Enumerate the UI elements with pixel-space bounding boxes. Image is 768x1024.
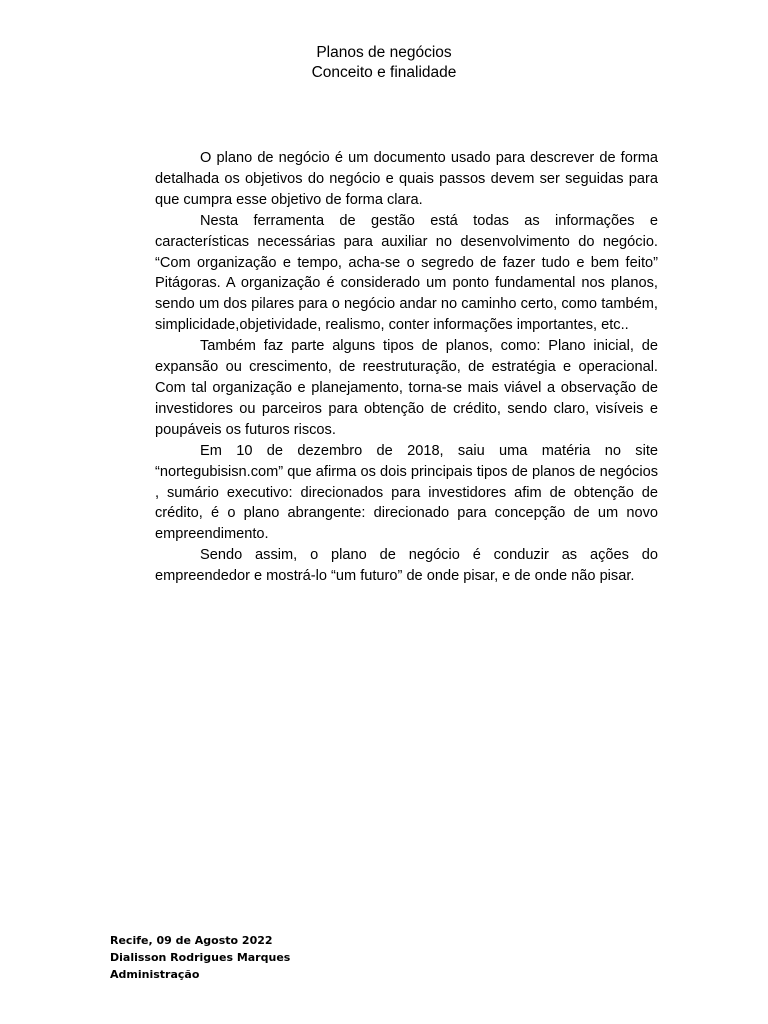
paragraph-5: Sendo assim, o plano de negócio é conduzir as ações do empreendedor e mostrá-lo “um futuro” de onde pisar, e de onde não pisar. [155, 547, 658, 585]
course-name: Administração [110, 968, 200, 981]
paragraph-3: Também faz parte alguns tipos de planos, como: Plano inicial, de expansão ou crescimento, de reestruturação, de estratégia e operacional. Com tal organização e planejamento, torna-se mais viável a observação de investidores ou parceiros para obtenção de crédito, sendo claro, visíveis e poupáveis os futuros riscos. [155, 338, 658, 438]
paragraph-2: Nesta ferramenta de gestão está todas as informações e características necessárias para auxiliar no desenvolvimento do negócio. “Com organização e tempo, acha-se o segredo de fazer tudo e bem feito” Pitágoras. A organização é considerado um ponto fundamental nos planos, sendo um dos pilares para o negócio andar no caminho certo, como também, simplicidade,objetividade, realismo, conter informações importantes, etc.. [155, 212, 658, 334]
document-subtitle: Conceito e finalidade [311, 64, 457, 81]
document-body [155, 148, 658, 587]
title-block [0, 43, 768, 83]
signature-footer [110, 932, 290, 983]
author-name: Dialisson Rodrigues Marques [110, 951, 291, 964]
document-title: Planos de negócios [316, 44, 452, 61]
location-date: Recife, 09 de Agosto 2022 [110, 934, 273, 947]
paragraph-4: Em 10 de dezembro de 2018, saiu uma matéria no site “nortegubisisn.com” que afirma os dois principais tipos de planos de negócios , sumário executivo: direcionados para investidores afim de obtenção de crédito, é o plano abrangente: direcionado para concepção de um novo empreendimento. [155, 442, 658, 543]
paragraph-1: O plano de negócio é um documento usado para descrever de forma detalhada os objetivos do negócio e quais passos devem ser seguidas para que cumpra esse objetivo de forma clara. [155, 150, 658, 208]
